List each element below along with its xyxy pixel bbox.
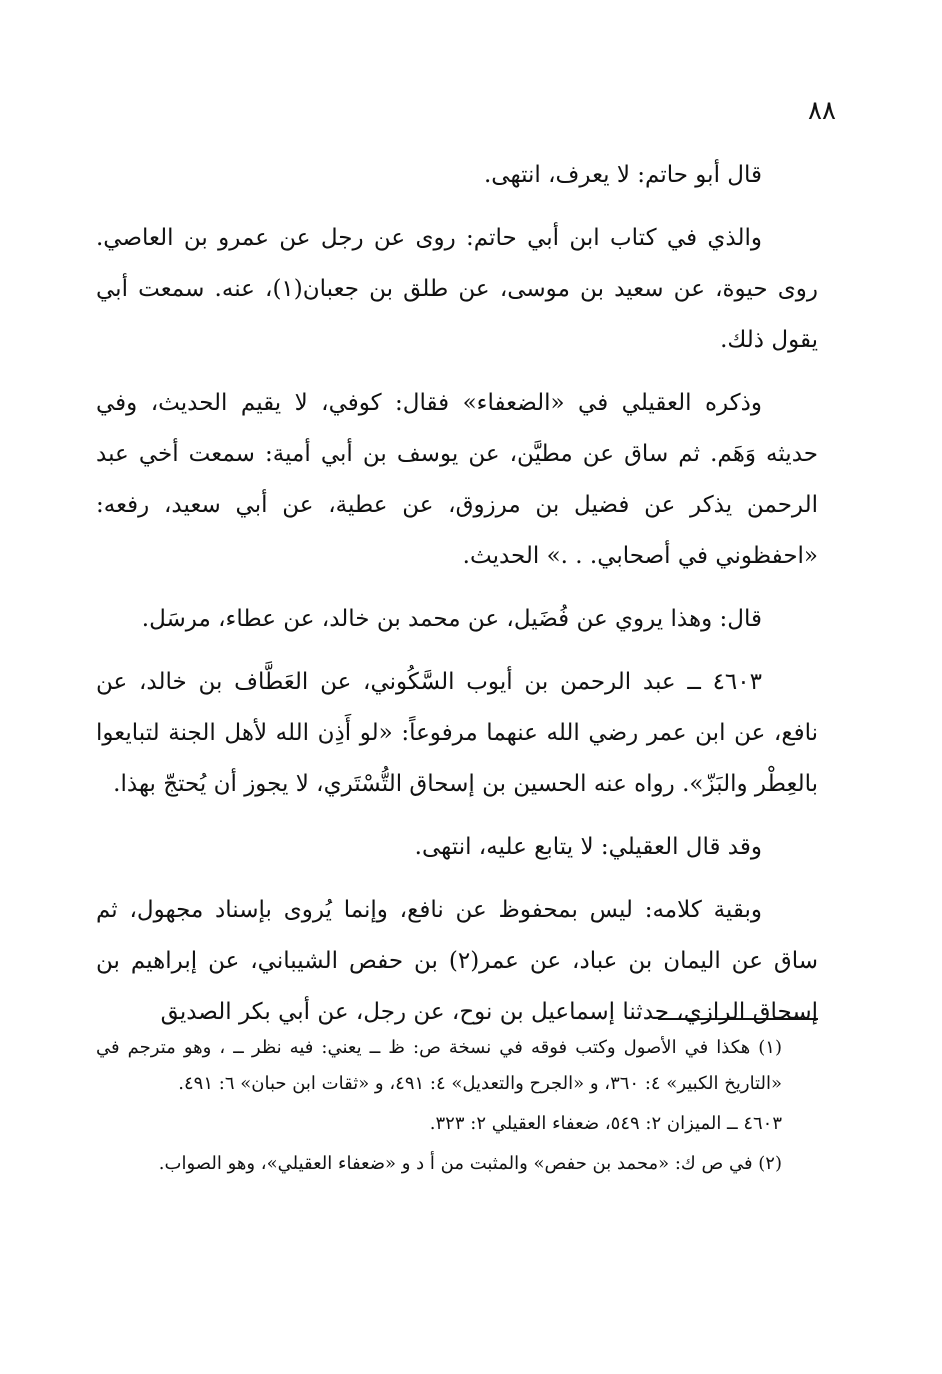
paragraph: والذي في كتاب ابن أبي حاتم: روى عن رجل عن عمرو بن العاصي. روى حيوة، عن سعيد بن موسى، عن طلق بن جعبان(١)، عنه. سمعت أبي يقول ذلك. [96, 225, 818, 353]
main-text [96, 150, 818, 1050]
footnote-entry-4603: ٤٦٠٣ ــ الميزان ٢: ٥٤٩، ضعفاء العقيلي ٢: ٣٢٣. [429, 1113, 782, 1134]
footnote-1: (١) هكذا في الأصول وكتب فوقه في نسخة ص: ظ ــ يعني: فيه نظر ــ ، وهو مترجم في «التاريخ الكبير» ٤: ٣٦٠، و «الجرح والتعديل» ٤: ٤٩١، و «ثقات ابن حبان» ٦: ٤٩١. [96, 1037, 782, 1094]
paragraph: قال: وهذا يروي عن فُضَيل، عن محمد بن خالد، عن عطاء، مرسَل. [141, 606, 762, 632]
footnotes [96, 1030, 818, 1186]
paragraph: وبقية كلامه: ليس بمحفوظ عن نافع، وإنما يُروى بإسناد مجهول، ثم ساق عن اليمان بن عباد، عن عمر(٢) بن حفص الشيباني، عن إبراهيم بن إسحاق الرازي، حدثنا إسماعيل بن نوح، عن رجل، عن أبي بكر الصديق [96, 897, 818, 1025]
paragraph: قال أبو حاتم: لا يعرف، انتهى. [483, 162, 762, 188]
paragraph: وقد قال العقيلي: لا يتابع عليه، انتهى. [414, 834, 762, 860]
footnote-divider [658, 1018, 818, 1020]
entry-4603: ٤٦٠٣ ــ عبد الرحمن بن أيوب السَّكُوني، عن العَطَّاف بن خالد، عن نافع، عن ابن عمر رضي الله عنهما مرفوعاً: «لو أَذِن الله لأهل الجنة لتبايعوا بالعِطْر والبَزّ». رواه عنه الحسين بن إسحاق التُّسْتَري، لا يجوز أن يُحتجّ بهذا. [96, 669, 818, 797]
page-number: ٨٨ [808, 96, 836, 126]
paragraph: وذكره العقيلي في «الضعفاء» فقال: كوفي، لا يقيم الحديث، وفي حديثه وَهَم. ثم ساق عن مطيَّن، عن يوسف بن أبي أمية: سمعت أخي عبد الرحمن يذكر عن فضيل بن مرزوق، عن عطية، عن أبي سعيد، رفعه: «احفظوني في أصحابي. . .» الحديث. [96, 390, 818, 569]
footnote-2: (٢) في ص ك: «محمد بن حفص» والمثبت من أ د و «ضعفاء العقيلي»، وهو الصواب. [158, 1153, 782, 1174]
